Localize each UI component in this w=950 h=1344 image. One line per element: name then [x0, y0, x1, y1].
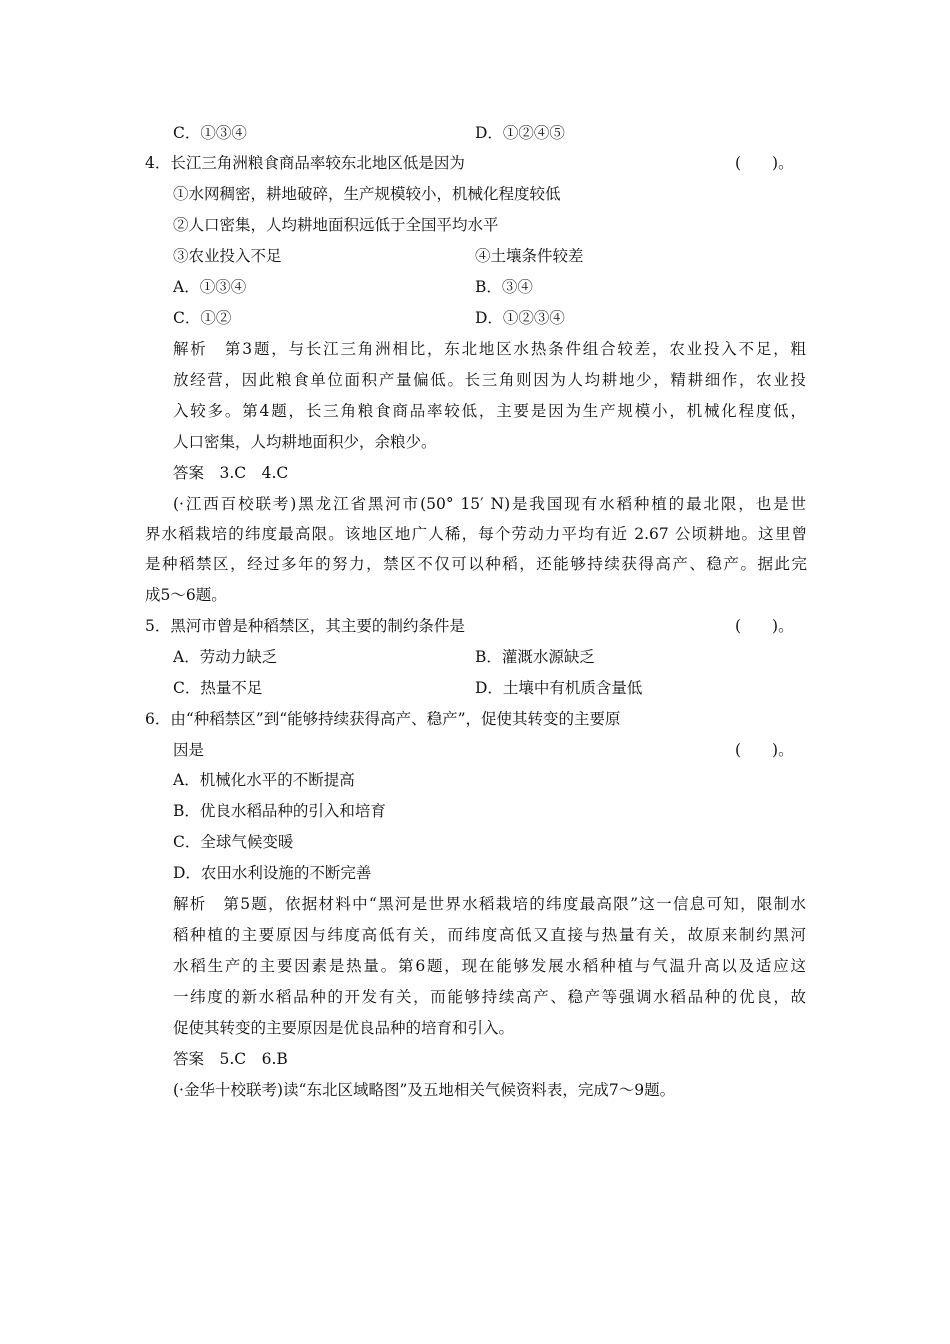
- material-line: (·江西百校联考)黑龙江省黑河市(50° 15′ N)是我国现有水稻种植的最北限，也是世: [173, 495, 806, 513]
- q5-option-a: A．劳动力缺乏: [173, 648, 278, 666]
- material-line: 是种稻禁区，经过多年的努力，禁区不仅可以种稻，还能够持续获得高产、稳产。据此完: [145, 555, 807, 573]
- analysis-1-line: 放经营，因此粮食单位面积产量偏低。长三角则因为人均耕地少，精耕细作，农业投: [173, 371, 806, 389]
- q6-option-b: B．优良水稻品种的引入和培育: [173, 802, 386, 820]
- material-line: 成5～6题。: [145, 586, 227, 604]
- q6-stem-line-1: 6．由“种稻禁区”到“能够持续获得高产、稳产”，促使其转变的主要原: [145, 710, 621, 728]
- q5-stem: 5．黑河市曾是种稻禁区，其主要的制约条件是: [145, 617, 465, 635]
- q4-option-b: B．③④: [475, 278, 533, 296]
- analysis-2-line: 一纬度的新水稻品种的开发有关，而能够持续高产、稳产等强调水稻品种的优良，故: [173, 988, 806, 1006]
- analysis-2-line: 促使其转变的主要原因是优良品种的培育和引入。: [173, 1019, 515, 1037]
- q5-option-d: D．土壤中有机质含量低: [475, 679, 643, 697]
- next-material-intro: (·金华十校联考)读“东北区域略图”及五地相关气候资料表，完成7～9题。: [173, 1081, 676, 1099]
- analysis-1-line: 解析 第3题，与长江三角洲相比，东北地区水热条件组合较差，农业投入不足，粗: [173, 340, 806, 358]
- answer-1: 答案 3.C 4.C: [173, 464, 289, 482]
- q4-option-d: D．①②③④: [475, 309, 565, 327]
- q4-item-1: ①水网稠密，耕地破碎，生产规模较小，机械化程度较低: [173, 185, 561, 203]
- q5-answer-paren: ( )。: [735, 617, 794, 635]
- material-line: 界水稻栽培的纬度最高限。该地区地广人稀，每个劳动力平均有近 2.67 公顷耕地。这里曾: [145, 525, 807, 543]
- q4-item-3: ③农业投入不足: [173, 247, 282, 265]
- answer-2: 答案 5.C 6.B: [173, 1050, 288, 1068]
- analysis-1-line: 入较多。第4题，长三角粮食商品率较低，主要是因为生产规模小，机械化程度低，: [173, 402, 806, 420]
- analysis-2-line: 水稻生产的主要因素是热量。第6题，现在能够发展水稻种植与气温升高以及适应这: [173, 957, 806, 975]
- q6-stem-line-2: 因是: [173, 741, 205, 759]
- q5-option-b: B．灌溉水源缺乏: [475, 648, 595, 666]
- q4-stem: 4．长江三角洲粮食商品率较东北地区低是因为: [145, 154, 465, 172]
- q3-option-c: C．①③④: [173, 124, 247, 142]
- q6-answer-paren: ( )。: [735, 741, 794, 759]
- q6-option-d: D．农田水利设施的不断完善: [173, 864, 372, 882]
- q4-option-a: A．①③④: [173, 278, 247, 296]
- q5-option-c: C．热量不足: [173, 679, 263, 697]
- q4-item-4: ④土壤条件较差: [475, 247, 584, 265]
- analysis-1-line: 人口密集，人均耕地面积少，余粮少。: [173, 433, 437, 451]
- q4-item-2: ②人口密集，人均耕地面积远低于全国平均水平: [173, 216, 499, 234]
- analysis-2-line: 稻种植的主要原因与纬度高低有关，而纬度高低又直接与热量有关，故原来制约黑河: [173, 926, 806, 944]
- analysis-2-line: 解析 第5题，依据材料中“黑河是世界水稻栽培的纬度最高限”这一信息可知，限制水: [173, 895, 806, 913]
- q4-option-c: C．①②: [173, 309, 232, 327]
- q6-option-a: A．机械化水平的不断提高: [173, 771, 355, 789]
- q6-option-c: C．全球气候变暖: [173, 833, 294, 851]
- q3-option-d: D．①②④⑤: [475, 124, 565, 142]
- q4-answer-paren: ( )。: [735, 154, 794, 172]
